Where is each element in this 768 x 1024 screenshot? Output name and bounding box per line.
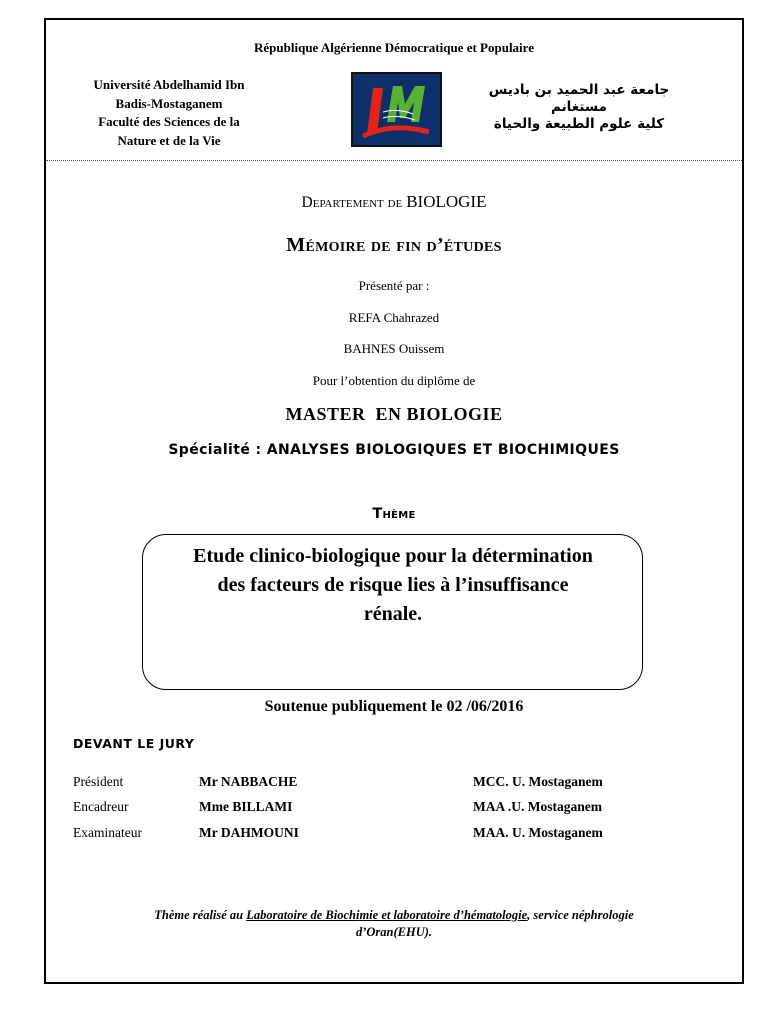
jury-heading: DEVANT LE JURY	[73, 736, 195, 751]
university-line: Université Abdelhamid Ibn	[93, 77, 245, 92]
jury-member: Mr DAHMOUNI	[199, 825, 299, 840]
jury-row	[73, 825, 723, 845]
speciality	[46, 442, 742, 458]
footer-note	[76, 907, 712, 941]
footer-lab: Laboratoire de Biochimie et laboratoire d’hématologie	[246, 908, 528, 922]
university-line-ar: مستغانم	[551, 99, 607, 115]
author-name: REFA Chahrazed	[348, 310, 440, 325]
jury-grade: MAA .U. Mostaganem	[473, 799, 602, 814]
jury-role: Président	[73, 774, 124, 789]
faculty-line: Faculté des Sciences de la	[98, 114, 240, 129]
author-name: BAHNES Ouissem	[343, 341, 445, 356]
university-logo	[351, 72, 442, 147]
jury-role: Examinateur	[73, 825, 142, 840]
republic-title: République Algérienne Démocratique et Populaire	[254, 40, 534, 55]
theme-line: Etude clinico-biologique pour la détermination	[193, 545, 593, 567]
jury-row	[73, 774, 723, 794]
footer-prefix: Thème réalisé au	[154, 908, 247, 922]
page-frame	[44, 18, 744, 984]
faculty-line: Nature et de la Vie	[117, 132, 221, 148]
theme-title	[152, 542, 634, 629]
university-line-ar: جامعة عبد الحميد بن باديس	[488, 82, 670, 98]
speciality-label: Spécialité :	[168, 442, 267, 458]
department-prefix: Departement de	[301, 194, 403, 211]
theme-label: Thème	[372, 506, 416, 522]
university-name-french	[64, 76, 274, 150]
jury-role: Encadreur	[73, 799, 129, 814]
theme-line: des facteurs de risque lies à l’insuffisance	[217, 574, 569, 596]
footer-suffix: , service néphrologie	[527, 908, 634, 922]
university-line: Badis-Mostaganem	[115, 95, 223, 111]
defense-date: Soutenue publiquement le 02 /06/2016	[264, 698, 524, 715]
jury-grade: MAA. U. Mostaganem	[473, 825, 603, 840]
theme-line: rénale.	[363, 603, 423, 625]
jury-member: Mme BILLAMI	[199, 799, 293, 814]
obtention-text: Pour l’obtention du diplôme de	[312, 373, 476, 388]
faculty-line-ar: كلية علوم الطبيعة والحياة	[493, 116, 665, 132]
department-name: BIOLOGIE	[406, 192, 487, 211]
speciality-value: ANALYSES BIOLOGIQUES ET BIOCHIMIQUES	[266, 442, 620, 458]
header-divider	[46, 160, 742, 161]
logo-graphic	[353, 74, 440, 145]
jury-grade: MCC. U. Mostaganem	[473, 774, 603, 789]
presented-by: Présenté par :	[358, 278, 430, 293]
jury-member: Mr NABBACHE	[199, 774, 298, 789]
footer-line2: d’Oran(EHU).	[355, 925, 433, 939]
degree-title: MASTER EN BIOLOGIE	[285, 404, 503, 424]
jury-row	[73, 799, 723, 819]
department-title	[46, 192, 742, 212]
memoire-title: Mémoire de fin d’études	[286, 234, 502, 256]
university-name-arabic	[464, 82, 694, 133]
